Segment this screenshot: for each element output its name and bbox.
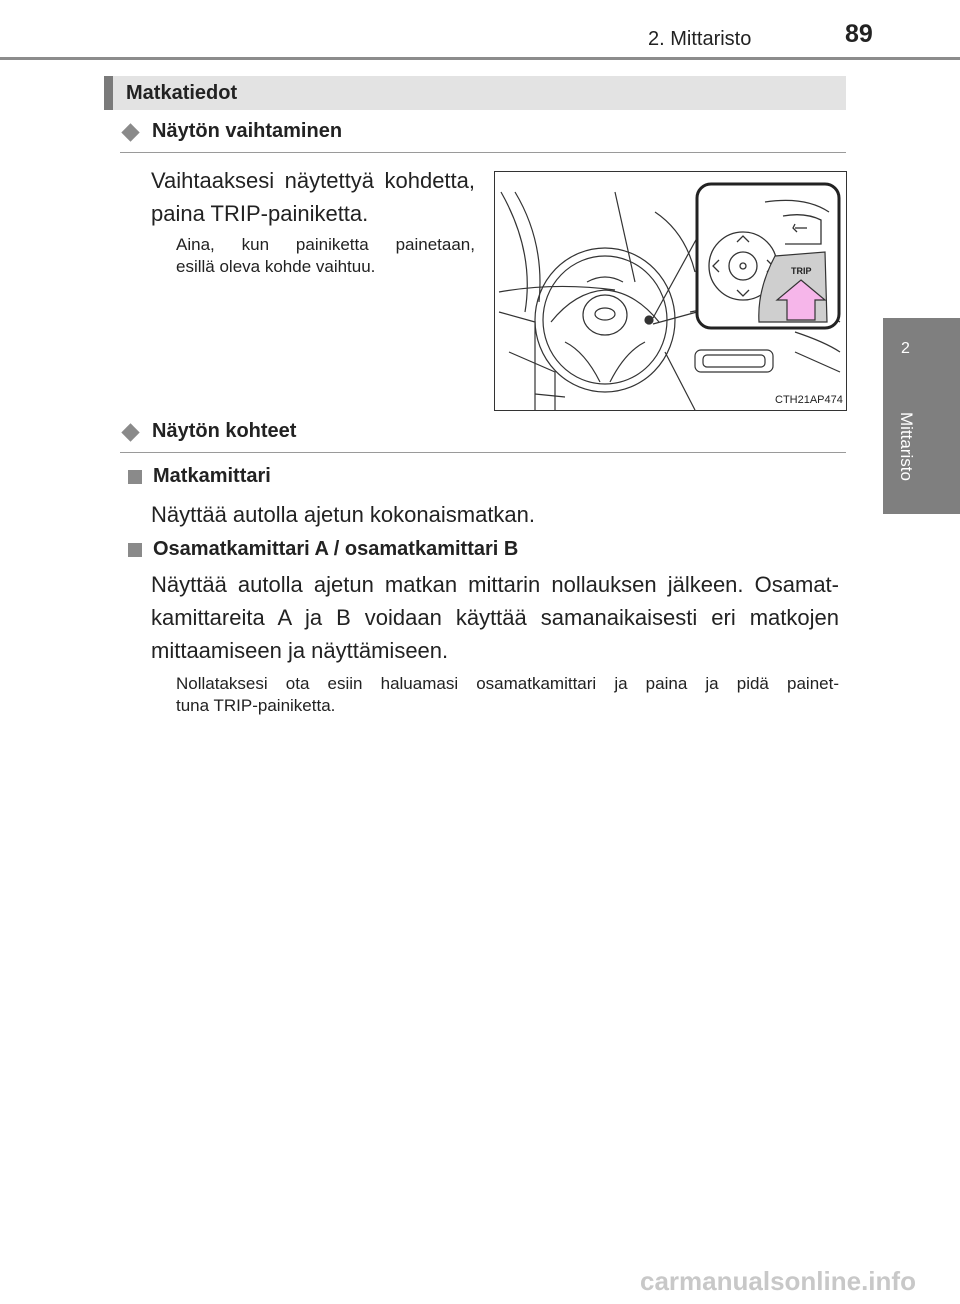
item-heading-odometer (128, 465, 828, 491)
switching-note-line2: esillä oleva kohde vaihtuu. (176, 257, 376, 276)
chapter-title: 2. Mittaristo (648, 28, 752, 50)
trip-meter-description-line3: mittaamiseen ja näyttämiseen. (151, 638, 449, 663)
section-heading-accent (104, 76, 113, 110)
steering-wheel-drawing (495, 172, 846, 410)
item-title: Osamatkamittari A / osamatkamittari B (153, 538, 519, 560)
item-heading-trip-meter (128, 538, 828, 564)
trip-meter-note-line1: Nollataksesi ota esiin haluamasi osamatkamittari ja paina ja pidä painet- (176, 674, 839, 693)
square-bullet-icon (128, 470, 142, 484)
side-tab-number: 2 (901, 340, 910, 357)
trip-meter-description-line1: Näyttää autolla ajetun matkan mittarin nollauksen jälkeen. Osamat- (151, 572, 839, 597)
switching-instruction-line1: Vaihtaaksesi näytettyä kohdetta, (151, 168, 475, 193)
trip-meter-note-line2: tuna TRIP-painiketta. (176, 696, 336, 715)
trip-button-label: TRIP (791, 266, 812, 276)
switching-instruction-line2: paina TRIP-painiketta. (151, 201, 369, 226)
subsection-title: Näytön kohteet (152, 420, 297, 442)
odometer-description: Näyttää autolla ajetun kokonaismatkan. (151, 502, 536, 527)
figure-code: CTH21AP474 (775, 394, 843, 406)
footer-watermark: carmanualsonline.info (640, 1266, 916, 1296)
subsection-heading-items (120, 420, 846, 453)
trip-meter-description-line2: kamittareita A ja B voidaan käyttää samanaikaisesti eri matkojen (151, 605, 839, 630)
section-title: Matkatiedot (126, 82, 238, 104)
diamond-bullet-icon (121, 123, 139, 141)
subsection-heading-switching (120, 120, 846, 153)
square-bullet-icon (128, 543, 142, 557)
page-number: 89 (845, 20, 873, 48)
diamond-bullet-icon (121, 423, 139, 441)
subsection-title: Näytön vaihtaminen (152, 120, 343, 142)
header-divider (0, 57, 960, 60)
switching-note-line1: Aina, kun painiketta painetaan, (176, 235, 475, 254)
side-tab-label: Mittaristo (897, 412, 916, 481)
steering-wheel-illustration (494, 171, 847, 411)
item-title: Matkamittari (153, 465, 271, 487)
